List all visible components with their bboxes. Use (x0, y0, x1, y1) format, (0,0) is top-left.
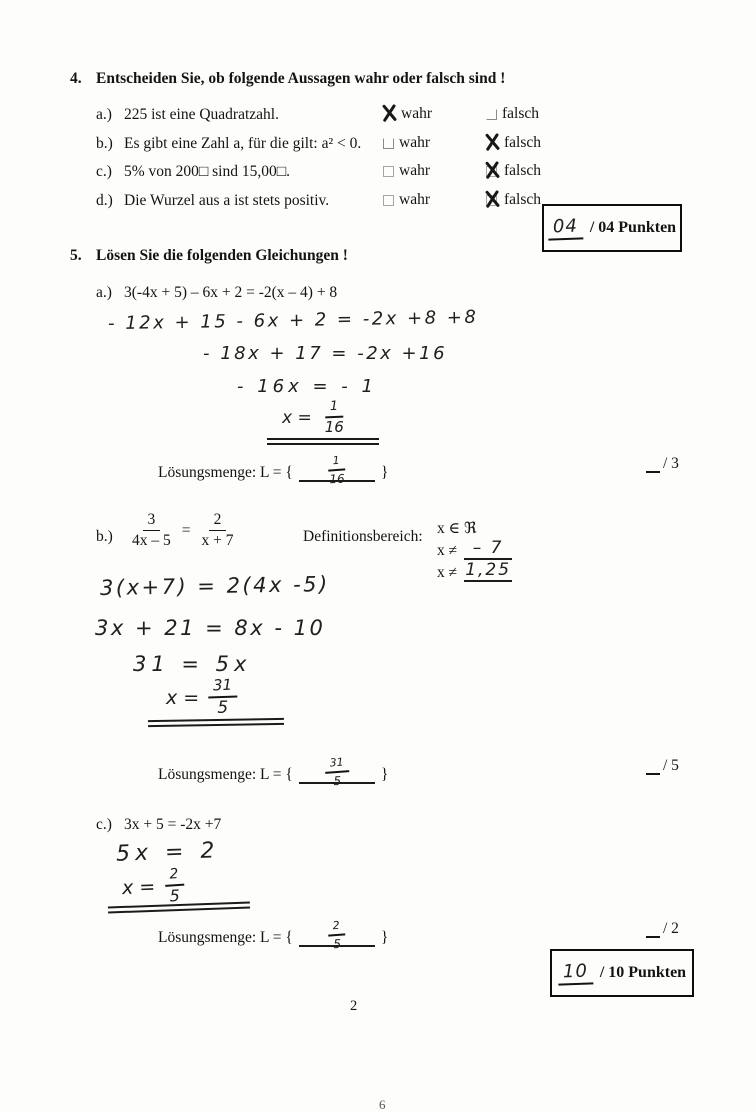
double-underline (267, 438, 379, 445)
solution-fraction (324, 756, 349, 787)
brace-close: } (380, 766, 389, 783)
fraction-numerator: 2 (209, 512, 227, 531)
item-label: c.) (96, 163, 112, 180)
result-lhs: x = (166, 686, 200, 709)
falsch-label: falsch (504, 162, 542, 179)
score-label: / 04 Punkten (589, 219, 677, 236)
brace-close: } (380, 929, 389, 946)
fraction-numerator: 1 (328, 454, 346, 471)
checkbox (486, 109, 497, 120)
printed-equation: 3x + 5 = -2x +7 (124, 816, 222, 833)
fraction-denominator: 5 (333, 773, 342, 788)
result-fraction (320, 400, 349, 435)
solution-blank (299, 918, 375, 951)
equals-sign: = (181, 521, 191, 539)
fraction-numerator: 31 (324, 756, 349, 773)
q4-title: Entscheiden Sie, ob folgende Aussagen wahr oder falsch sind ! (96, 70, 506, 87)
item-text: 5% von 200□ sind 15,00□. (124, 163, 290, 180)
q4-a-wahr-option (383, 106, 432, 122)
q5a-equation-row (96, 284, 337, 302)
handwritten-work-line: 31 = 5x (133, 652, 252, 676)
q5b-points (646, 757, 679, 775)
checkbox (383, 108, 396, 121)
solution-label: Lösungsmenge: L = { (158, 766, 293, 783)
item-text: Es gibt eine Zahl a, für die gilt: a² < 0. (124, 135, 362, 152)
fraction-denominator: 5 (169, 885, 181, 906)
q4-a-falsch-option (486, 106, 539, 122)
q4-number: 4. (70, 70, 82, 87)
result-fraction (208, 675, 237, 718)
handwritten-work-line: - 12x + 15 - 6x + 2 = -2x +8 +8 (107, 306, 479, 335)
wahr-label: wahr (399, 162, 430, 179)
checkbox (383, 138, 394, 149)
q5a-solution-line (158, 453, 389, 486)
fraction-numerator: 31 (208, 677, 238, 698)
item-label: a.) (96, 106, 112, 123)
points-blank (646, 457, 660, 473)
wahr-label: wahr (399, 191, 430, 208)
points-label: / 5 (663, 757, 679, 774)
points-label: / 3 (663, 455, 679, 472)
score-label: / 10 Punkten (599, 964, 687, 981)
double-underline (148, 718, 284, 728)
fraction-denominator: 4x – 5 (132, 532, 171, 550)
q5b-printed-equation (127, 512, 239, 550)
handwritten-score: 04 (548, 215, 584, 240)
q4-score-box (542, 204, 682, 252)
definition-line-2 (437, 540, 512, 560)
handwritten-result (282, 400, 349, 435)
handwritten-work-line: - 16x = - 1 (237, 376, 377, 397)
q4-b-falsch-option (486, 135, 541, 151)
handwritten-value: – 7 (464, 540, 512, 560)
q5c-points (646, 920, 679, 938)
x-mark-icon (484, 133, 499, 152)
q4-c-wahr-option (383, 163, 430, 179)
result-lhs: x = (282, 407, 312, 428)
x-mark-icon (484, 190, 499, 209)
handwritten-work-line: 3x + 21 = 8x - 10 (95, 616, 326, 640)
solution-label: Lösungsmenge: L = { (158, 929, 293, 946)
q4-c-falsch-option (486, 163, 541, 179)
q5-number: 5. (70, 247, 82, 264)
handwritten-work-line: 5x = 2 (115, 838, 220, 867)
handwritten-result (166, 675, 237, 718)
fraction-numerator: 1 (325, 400, 344, 418)
wahr-label: wahr (399, 134, 430, 151)
printed-condition: x ≠ (437, 542, 458, 559)
brace-close: } (380, 464, 389, 481)
falsch-label: falsch (502, 105, 540, 122)
points-blank (646, 759, 660, 775)
fraction-denominator: 16 (324, 417, 344, 436)
fraction-denominator: 5 (333, 936, 342, 951)
fraction-numerator: 2 (328, 919, 346, 936)
definition-line-1: x ∈ ℜ (437, 520, 477, 537)
handwritten-score: 10 (558, 960, 594, 985)
footer-mark: 6 (379, 1097, 386, 1112)
handwritten-work-line: - 18x + 17 = -2x +16 (203, 343, 448, 364)
q4-item-a (96, 106, 386, 124)
item-text: Die Wurzel aus a ist stets positiv. (124, 192, 330, 209)
fraction-numerator: 2 (164, 867, 184, 887)
checkbox (383, 166, 394, 177)
fraction-denominator: 16 (329, 471, 346, 486)
solution-fraction (328, 920, 347, 951)
q4-item-b (96, 135, 386, 153)
q4-b-wahr-option (383, 135, 430, 151)
result-lhs: x = (121, 875, 156, 899)
checkbox (383, 195, 394, 206)
q5c-solution-line (158, 918, 389, 951)
q4-item-c (96, 163, 386, 181)
q5c-equation-row (96, 816, 221, 834)
q4-d-wahr-option (383, 192, 430, 208)
printed-equation: 3(-4x + 5) – 6x + 2 = -2(x – 4) + 8 (124, 284, 338, 301)
result-fraction (164, 867, 185, 905)
solution-label: Lösungsmenge: L = { (158, 464, 293, 481)
fraction-denominator: x + 7 (201, 532, 234, 550)
q5-title: Lösen Sie die folgenden Gleichungen ! (96, 247, 348, 264)
printed-condition: x ≠ (437, 564, 458, 581)
part-label: b.) (96, 528, 113, 545)
definition-label: Definitionsbereich: (303, 528, 423, 545)
points-label: / 2 (663, 920, 679, 937)
checkbox (486, 137, 499, 150)
q4-d-falsch-option (486, 192, 541, 208)
definition-line-3 (437, 562, 512, 582)
x-mark-icon (484, 161, 499, 180)
checkbox (486, 194, 499, 207)
handwritten-work-line: 3(x+7) = 2(4x -5) (99, 571, 330, 601)
rhs-fraction (197, 512, 239, 550)
q4-item-d (96, 192, 386, 210)
item-text: 225 ist eine Quadratzahl. (124, 106, 279, 123)
part-label: c.) (96, 816, 112, 833)
fraction-numerator: 3 (143, 512, 161, 531)
wahr-label: wahr (401, 105, 432, 122)
q5-score-box (550, 949, 694, 997)
solution-blank (299, 453, 375, 486)
falsch-label: falsch (504, 191, 542, 208)
page-number: 2 (350, 998, 358, 1014)
checkbox (486, 165, 499, 178)
q5a-points (646, 455, 679, 473)
falsch-label: falsch (504, 134, 542, 151)
item-label: b.) (96, 135, 113, 152)
x-mark-icon (381, 104, 396, 123)
part-label: a.) (96, 284, 112, 301)
handwritten-value: 1,25 (465, 560, 512, 580)
solution-blank (299, 755, 375, 788)
fraction-denominator: 5 (217, 697, 229, 718)
item-label: d.) (96, 192, 113, 209)
lhs-fraction (127, 512, 176, 550)
handwritten-result (121, 867, 185, 907)
q5b-solution-line (158, 755, 389, 788)
points-blank (646, 922, 660, 938)
solution-fraction (324, 454, 350, 485)
